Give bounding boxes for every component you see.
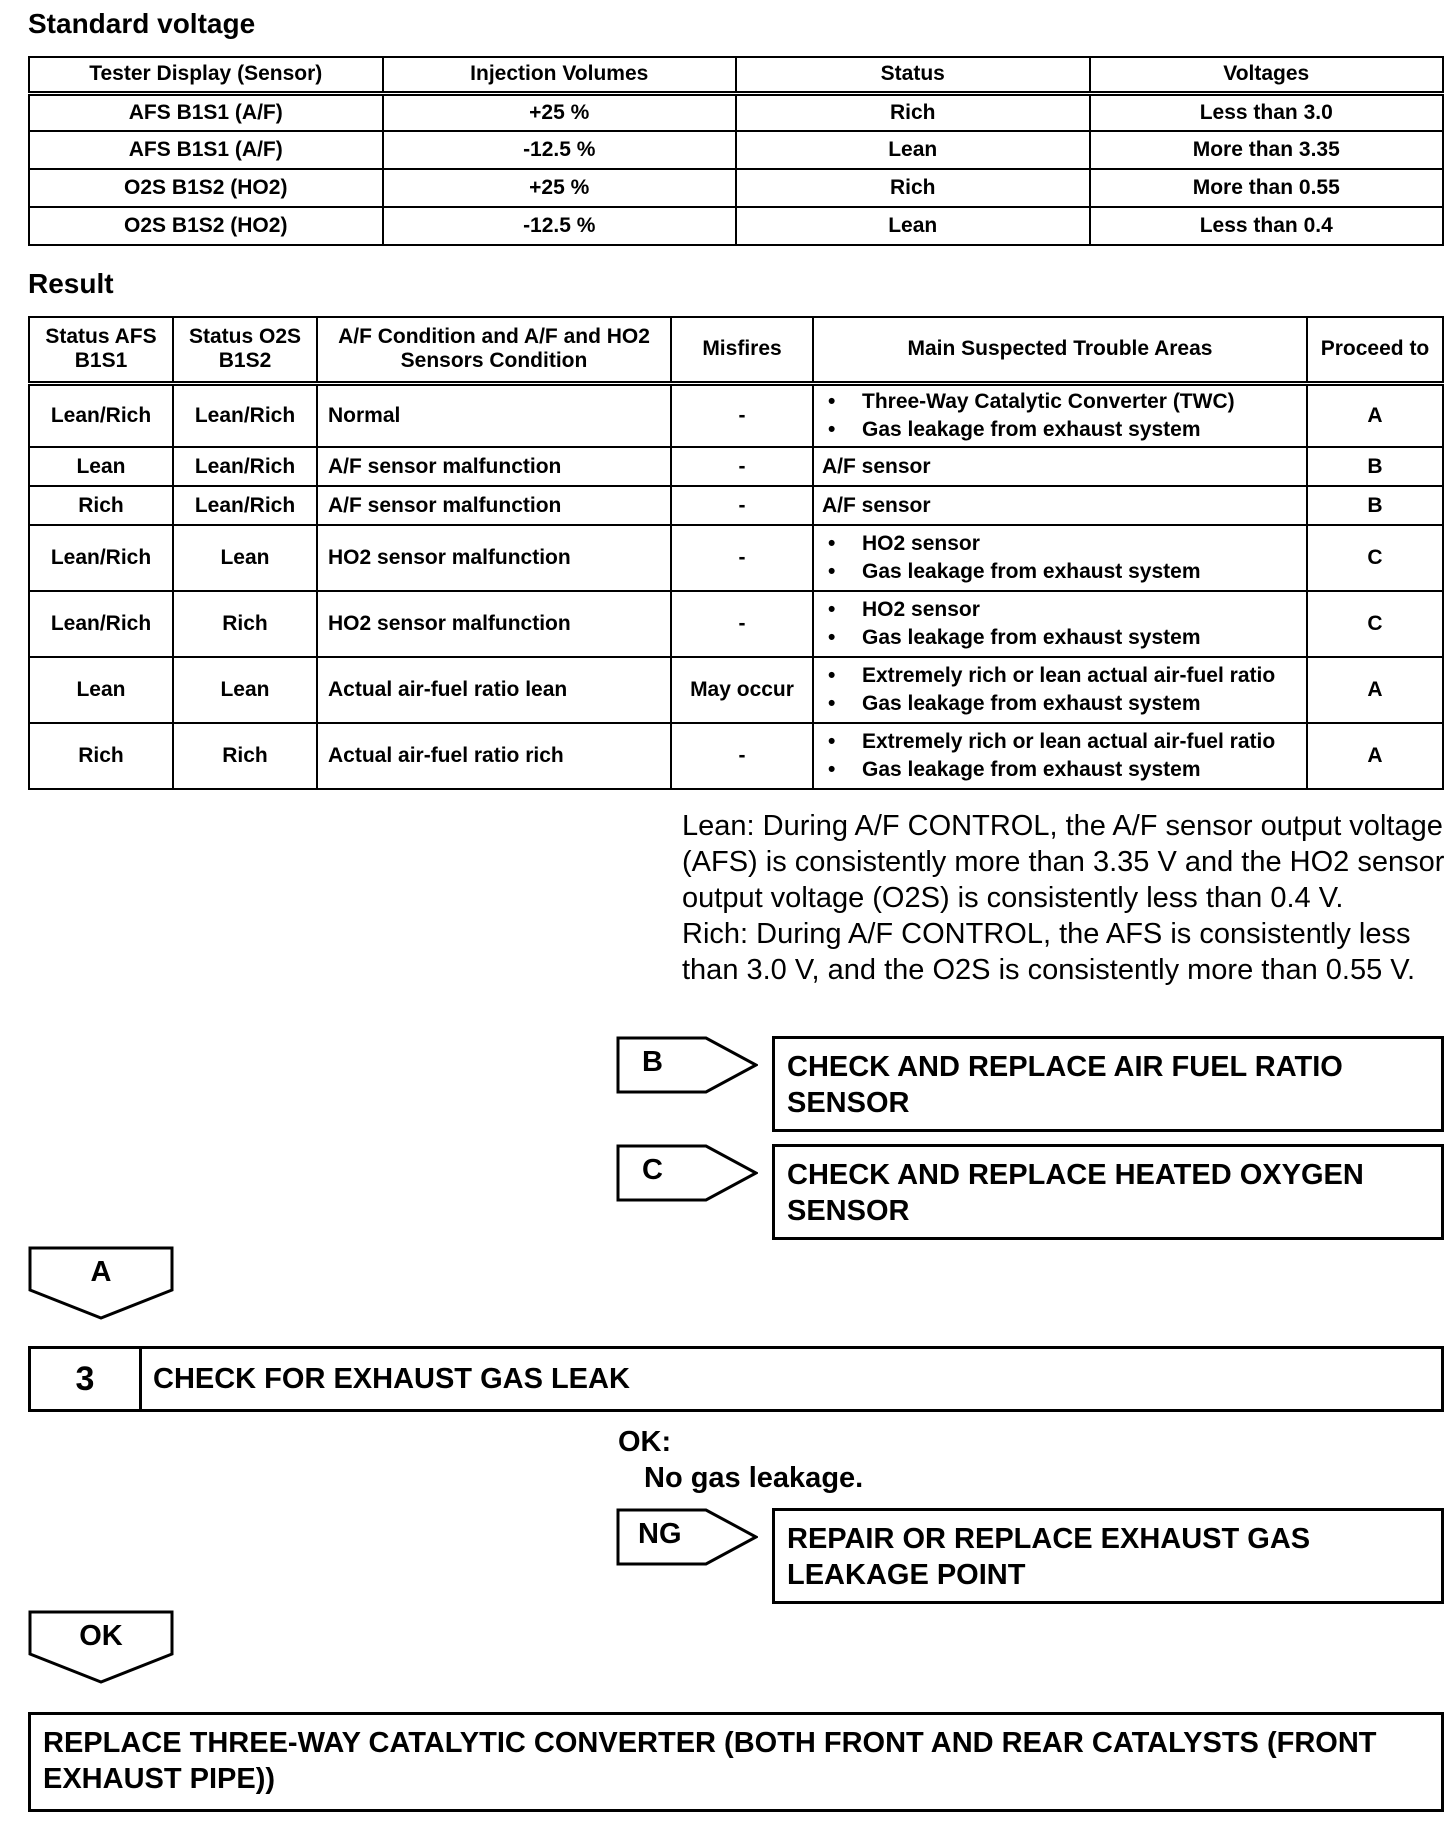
step-number: 3 [31,1349,142,1409]
misfires: - [671,383,813,447]
result-header: Proceed to [1307,317,1443,383]
step-title: CHECK FOR EXHAUST GAS LEAK [153,1363,630,1395]
list-item: • Gas leakage from exhaust system [822,690,1300,718]
condition: A/F sensor malfunction [317,486,671,525]
result-header: Misfires [671,317,813,383]
tag-arrow-shape [616,1036,758,1094]
list-item: • Gas leakage from exhaust system [822,416,1300,444]
std-cell: -12.5 % [383,207,737,245]
std-cell: AFS B1S1 (A/F) [29,93,383,131]
std-header: Tester Display (Sensor) [29,57,383,93]
std-cell: +25 % [383,169,737,207]
afs-status: Lean/Rich [29,383,173,447]
o2s-status: Rich [173,723,317,789]
o2s-status: Lean [173,657,317,723]
trouble-areas [813,657,1307,723]
o2s-status: Lean/Rich [173,447,317,486]
std-cell: O2S B1S2 (HO2) [29,169,383,207]
misfires: - [671,525,813,591]
standard-voltage-table [28,56,1444,246]
misfires: May occur [671,657,813,723]
ok-detail: No gas leakage. [644,1462,864,1494]
result-header: Status AFS B1S1 [29,317,173,383]
proceed-to: C [1307,525,1443,591]
std-cell: AFS B1S1 (A/F) [29,131,383,169]
proceed-to: A [1307,657,1443,723]
list-item: • Extremely rich or lean actual air-fuel ratio [822,728,1300,756]
o2s-status: Lean/Rich [173,383,317,447]
std-cell: More than 0.55 [1090,169,1444,207]
table-row [29,169,1443,207]
trouble-areas [813,383,1307,447]
list-item: • Gas leakage from exhaust system [822,558,1300,586]
proceed-to: C [1307,591,1443,657]
branch-a-arrow[interactable] [28,1246,174,1320]
branch-a-label: A [90,1256,112,1288]
table-row [29,591,1443,657]
ok-arrow[interactable] [28,1610,174,1684]
branch-b-label: B [642,1046,663,1078]
trouble-areas: A/F sensor [813,447,1307,486]
list-item: • HO2 sensor [822,530,1300,558]
std-cell: Lean [736,207,1090,245]
result-header: Main Suspected Trouble Areas [813,317,1307,383]
list-item: • Gas leakage from exhaust system [822,756,1300,784]
table-row [29,131,1443,169]
condition: Actual air-fuel ratio rich [317,723,671,789]
list-item: • Extremely rich or lean actual air-fuel ratio [822,662,1300,690]
result-header: Status O2S B1S2 [173,317,317,383]
list-item: • Gas leakage from exhaust system [822,624,1300,652]
std-header: Status [736,57,1090,93]
std-cell: Less than 3.0 [1090,93,1444,131]
afs-status: Lean/Rich [29,591,173,657]
o2s-status: Lean [173,525,317,591]
table-row [29,486,1443,525]
table-row [29,723,1443,789]
misfires: - [671,591,813,657]
o2s-status: Rich [173,591,317,657]
table-row [29,207,1443,245]
proceed-to: A [1307,723,1443,789]
repair-leak-box: REPAIR OR REPLACE EXHAUST GAS LEAKAGE POINT [772,1508,1444,1604]
std-cell: Rich [736,93,1090,131]
table-row [29,525,1443,591]
check-ho2-sensor-box: CHECK AND REPLACE HEATED OXYGEN SENSOR [772,1144,1444,1240]
standard-voltage-title: Standard voltage [28,8,256,39]
replace-twc-box: REPLACE THREE-WAY CATALYTIC CONVERTER (BOTH FRONT AND REAR CATALYSTS (FRONT EXHAUST PIPE)) [28,1712,1444,1812]
ok-label: OK: [618,1426,672,1458]
afs-status: Rich [29,486,173,525]
std-cell: Lean [736,131,1090,169]
afs-status: Lean/Rich [29,525,173,591]
condition: HO2 sensor malfunction [317,591,671,657]
ok-criteria [618,1424,863,1496]
trouble-areas: A/F sensor [813,486,1307,525]
condition: Actual air-fuel ratio lean [317,657,671,723]
condition: A/F sensor malfunction [317,447,671,486]
proceed-to: B [1307,447,1443,486]
afs-status: Rich [29,723,173,789]
std-cell: Rich [736,169,1090,207]
std-cell: -12.5 % [383,131,737,169]
std-cell: More than 3.35 [1090,131,1444,169]
afs-status: Lean [29,657,173,723]
table-row [29,383,1443,447]
result-table [28,316,1444,790]
table-row [29,657,1443,723]
condition: HO2 sensor malfunction [317,525,671,591]
tag-arrow-shape [616,1144,758,1202]
std-header: Injection Volumes [383,57,737,93]
std-cell: Less than 0.4 [1090,207,1444,245]
proceed-to: B [1307,486,1443,525]
branch-c-label: C [642,1154,663,1186]
misfires: - [671,723,813,789]
check-af-sensor-box: CHECK AND REPLACE AIR FUEL RATIO SENSOR [772,1036,1444,1132]
afs-status: Lean [29,447,173,486]
table-row [29,93,1443,131]
lean-note: Lean: During A/F CONTROL, the A/F sensor output voltage (AFS) is consistently more than 3.35 V and the HO2 sensor output voltage (O2S) is consistently less than 0.4 V. [682,810,1445,914]
condition: Normal [317,383,671,447]
list-item: • HO2 sensor [822,596,1300,624]
trouble-areas [813,591,1307,657]
lean-rich-note [682,808,1452,988]
trouble-areas [813,525,1307,591]
ng-tag[interactable] [616,1508,758,1566]
std-cell: O2S B1S2 (HO2) [29,207,383,245]
std-cell: +25 % [383,93,737,131]
misfires: - [671,486,813,525]
step-3 [28,1346,1444,1412]
result-header: A/F Condition and A/F and HO2 Sensors Condition [317,317,671,383]
branch-b-tag[interactable] [616,1036,758,1094]
ok-arrow-label: OK [79,1620,123,1652]
proceed-to: A [1307,383,1443,447]
trouble-areas [813,723,1307,789]
o2s-status: Lean/Rich [173,486,317,525]
std-header: Voltages [1090,57,1444,93]
branch-c-tag[interactable] [616,1144,758,1202]
list-item: • Three-Way Catalytic Converter (TWC) [822,388,1300,416]
result-title: Result [28,268,114,299]
rich-note: Rich: During A/F CONTROL, the AFS is consistently less than 3.0 V, and the O2S is consistently more than 0.55 V. [682,918,1416,986]
ng-label: NG [638,1518,682,1550]
misfires: - [671,447,813,486]
table-row [29,447,1443,486]
